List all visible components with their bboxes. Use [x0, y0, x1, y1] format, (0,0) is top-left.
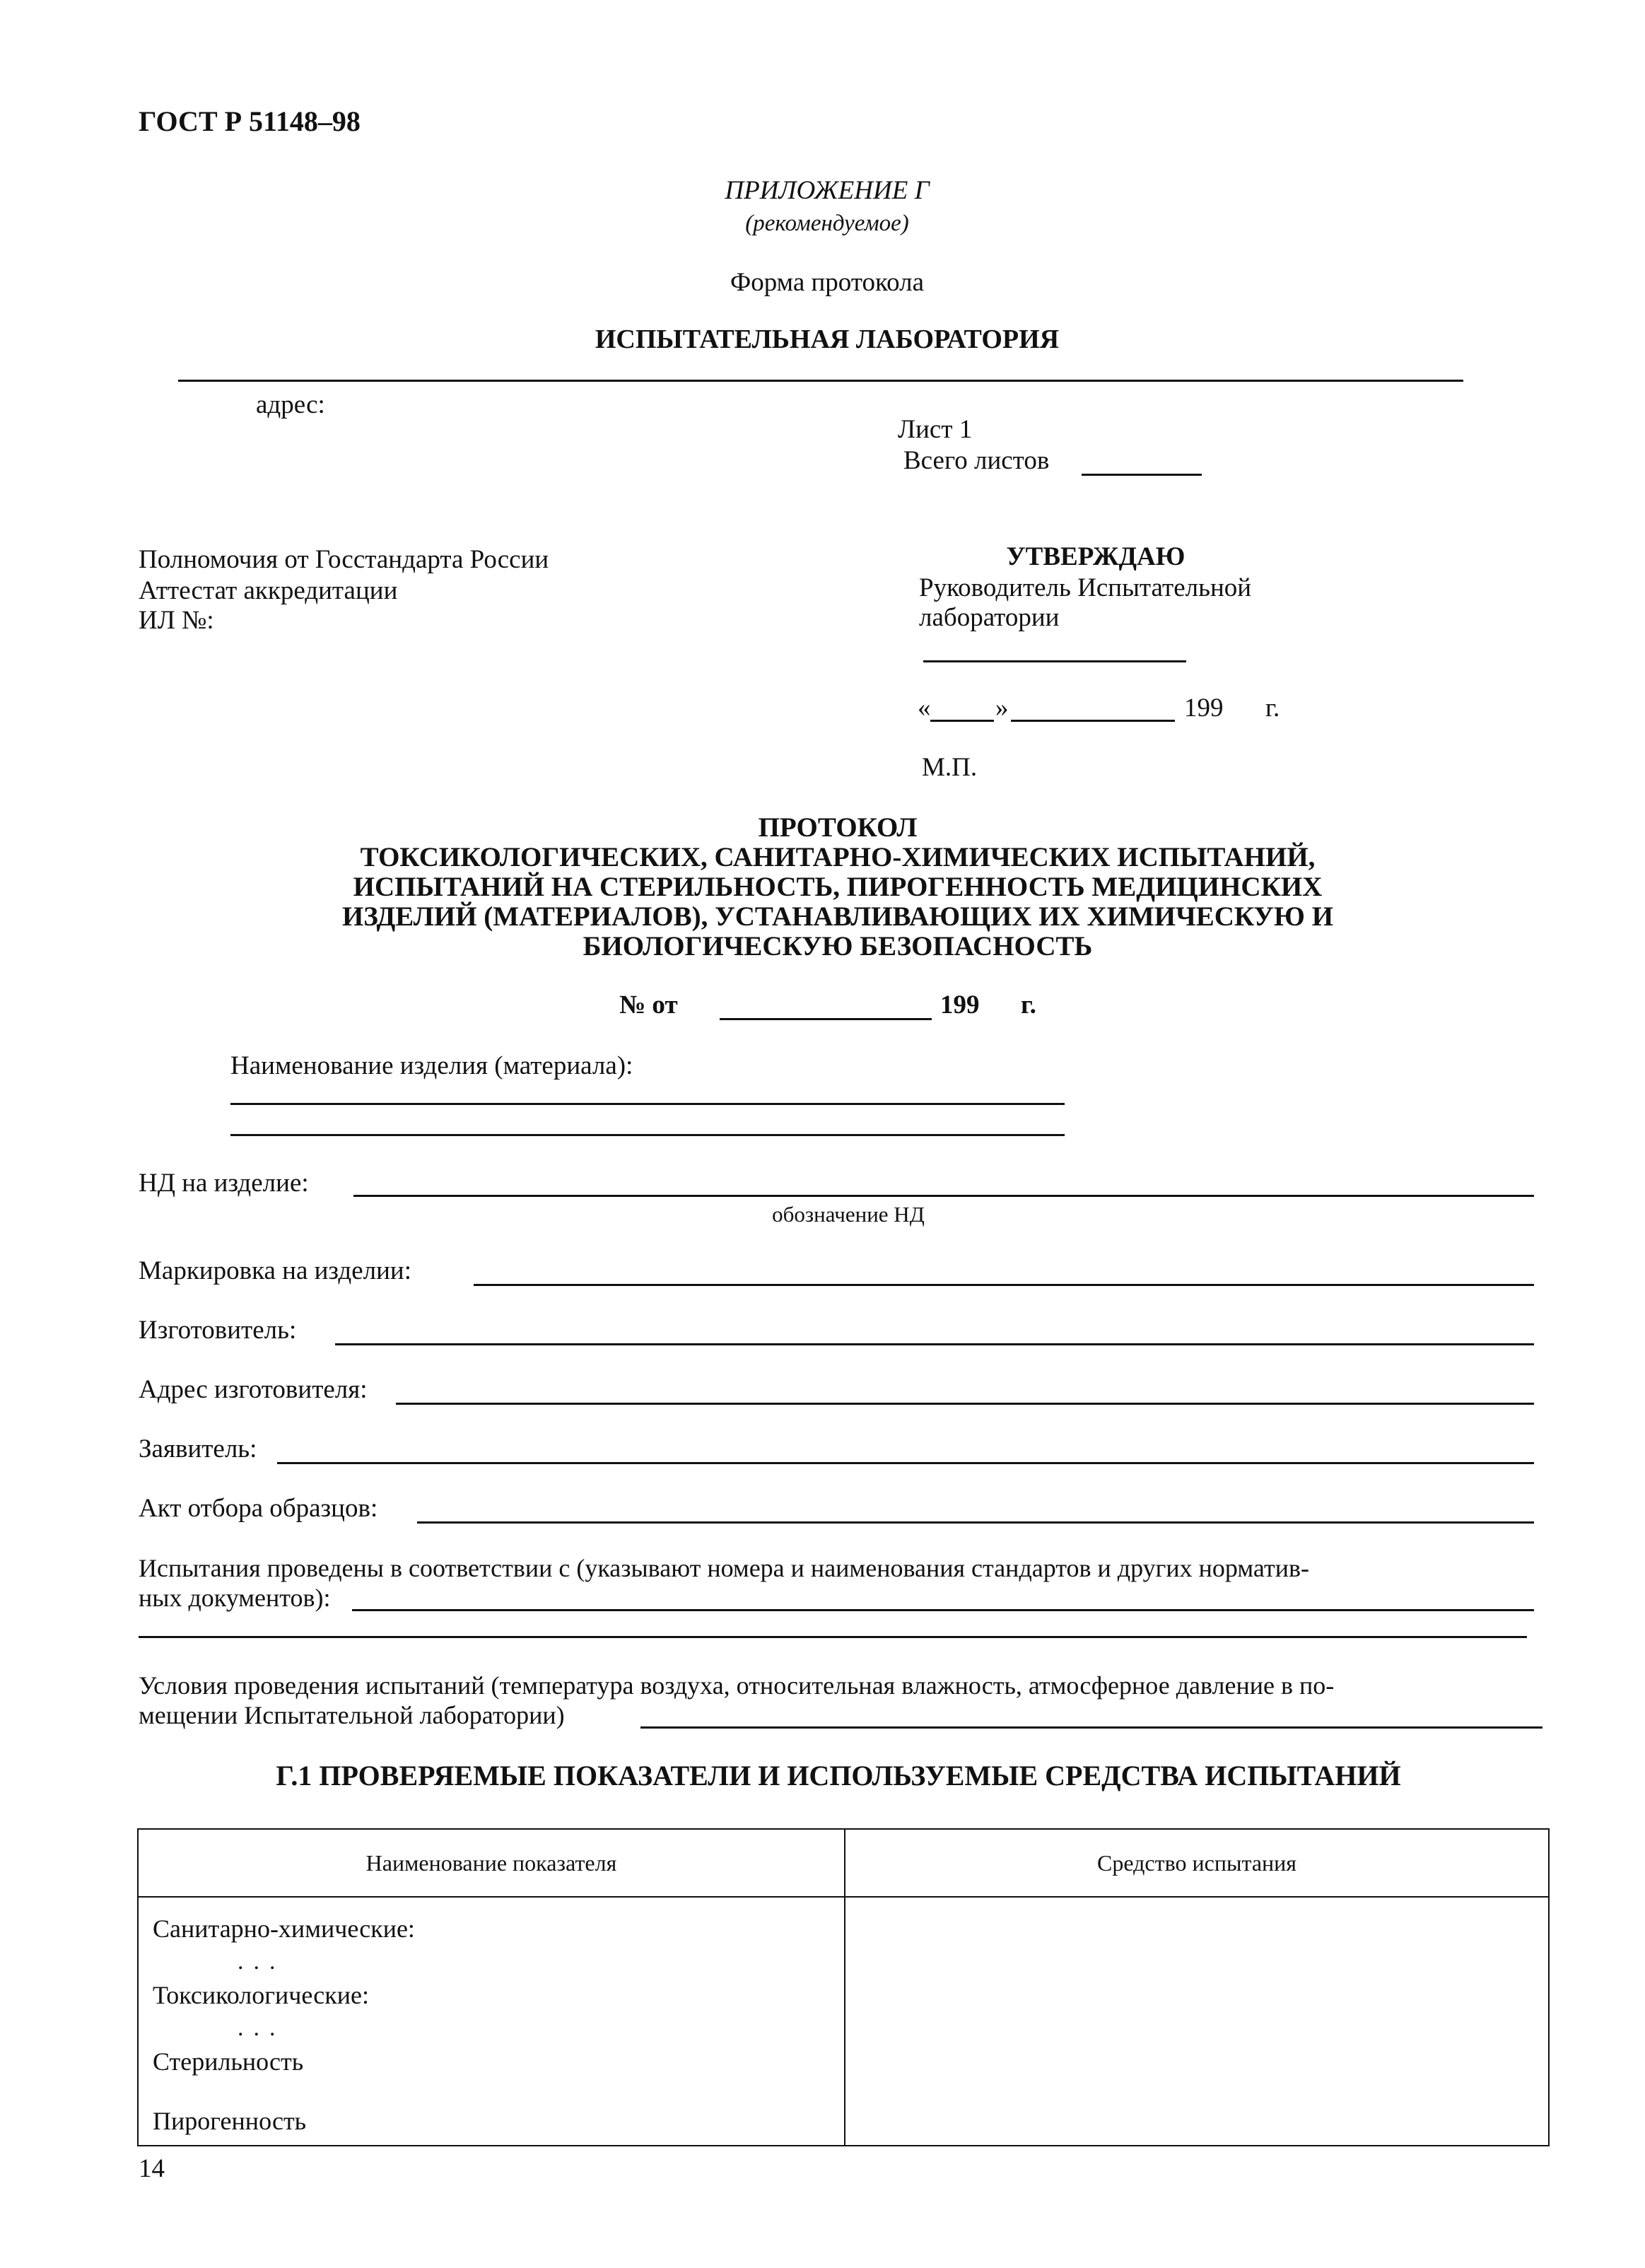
- signature-line: [923, 660, 1186, 662]
- date-month-line: [1011, 720, 1175, 722]
- protocol-line-5: БИОЛОГИЧЕСКУЮ БЕЗОПАСНОСТЬ: [583, 931, 1093, 961]
- indicator-toxic: Токсикологические:: [153, 1981, 369, 2009]
- conditions-line-2: мещении Испытательной лаборатории): [139, 1701, 565, 1729]
- manufacturer-label: Изготовитель:: [139, 1316, 297, 1345]
- tests-line-1: Испытания проведены в соответствии с (указывают номера и наименования стандартов и других норматив-: [139, 1554, 1309, 1582]
- product-name-line-2: [230, 1134, 1065, 1136]
- table-cell-indicators: [138, 1897, 845, 2146]
- nd-caption: обозначение НД: [772, 1202, 925, 1227]
- product-name-line-1: [230, 1103, 1065, 1105]
- address-label: адрес:: [256, 390, 325, 419]
- date-day-line: [930, 720, 994, 722]
- date-quote-open: «: [918, 694, 931, 723]
- date-quote-close: »: [995, 694, 1009, 723]
- tests-line-2: ных документов):: [139, 1584, 331, 1612]
- indicator-sterility: Стерильность: [153, 2047, 304, 2076]
- approval-title: УТВЕРЖДАЮ: [1006, 542, 1186, 571]
- indicator-dots-2: ...: [238, 2015, 286, 2041]
- appendix-status: (рекомендуемое): [745, 211, 909, 236]
- standard-code: ГОСТ Р 51148–98: [139, 105, 361, 137]
- total-sheets-label: Всего листов: [903, 446, 1050, 475]
- authority-line-3: ИЛ №:: [139, 606, 214, 635]
- tests-line-extra: [139, 1636, 1527, 1638]
- section-title: Г.1 ПРОВЕРЯЕМЫЕ ПОКАЗАТЕЛИ И ИСПОЛЬЗУЕМЫЕ СРЕДСТВА ИСПЫТАНИЙ: [276, 1760, 1401, 1791]
- total-sheets-line: [1082, 474, 1202, 476]
- approval-line-2: лаборатории: [919, 603, 1060, 632]
- lab-name-line: [178, 380, 1463, 382]
- table-header-indicator: Наименование показателя: [138, 1829, 845, 1897]
- authority-line-2: Аттестат аккредитации: [139, 576, 398, 605]
- manufacturer-line: [335, 1343, 1534, 1345]
- sheet-label: Лист 1: [898, 415, 973, 444]
- applicant-label: Заявитель:: [139, 1434, 257, 1463]
- table-cell-means: [845, 1897, 1549, 2146]
- manufacturer-address-line: [396, 1403, 1534, 1405]
- manufacturer-address-label: Адрес изготовителя:: [139, 1375, 368, 1404]
- protocol-year-suffix: г.: [1021, 990, 1036, 1019]
- protocol-line-4: ИЗДЕЛИЙ (МАТЕРИАЛОВ), УСТАНАВЛИВАЮЩИХ ИХ ХИМИЧЕСКУЮ И: [341, 901, 1334, 932]
- marking-label: Маркировка на изделии:: [139, 1256, 411, 1285]
- form-title: Форма протокола: [730, 268, 924, 297]
- indicator-sanitary: Санитарно-химические:: [153, 1915, 415, 1943]
- protocol-line-2: ТОКСИКОЛОГИЧЕСКИХ, САНИТАРНО-ХИМИЧЕСКИХ ИСПЫТАНИЙ,: [360, 842, 1316, 872]
- nd-label: НД на изделие:: [139, 1169, 309, 1198]
- indicator-pyrogen: Пирогенность: [153, 2107, 307, 2135]
- authority-line-1: Полномочия от Госстандарта России: [139, 545, 549, 574]
- table-header-means: Средство испытания: [845, 1829, 1549, 1897]
- appendix-title: ПРИЛОЖЕНИЕ Г: [725, 176, 930, 205]
- protocol-line-3: ИСПЫТАНИЙ НА СТЕРИЛЬНОСТЬ, ПИРОГЕННОСТЬ МЕДИЦИНСКИХ: [353, 872, 1323, 902]
- protocol-year: 199: [940, 990, 980, 1019]
- conditions-line-1: Условия проведения испытаний (температура воздуха, относительная влажность, атмосферное давление в по-: [139, 1671, 1335, 1700]
- tests-line-fill: [352, 1609, 1534, 1611]
- approval-year: 199: [1184, 694, 1224, 723]
- indicators-table: [137, 1828, 1550, 2146]
- protocol-date-line: [720, 1018, 932, 1020]
- nd-line: [353, 1195, 1534, 1197]
- indicator-dots-1: ...: [238, 1948, 286, 1975]
- protocol-number-label: № от: [619, 990, 678, 1019]
- sampling-act-line: [417, 1521, 1534, 1524]
- page-number: 14: [139, 2154, 165, 2183]
- seal-mark: М.П.: [922, 753, 978, 782]
- protocol-line-1: ПРОТОКОЛ: [758, 812, 918, 843]
- marking-line: [474, 1284, 1534, 1286]
- conditions-line-fill: [640, 1726, 1542, 1729]
- approval-year-suffix: г.: [1265, 694, 1280, 723]
- approval-line-1: Руководитель Испытательной: [919, 573, 1252, 602]
- applicant-line: [277, 1462, 1534, 1464]
- product-name-label: Наименование изделия (материала):: [230, 1051, 633, 1080]
- lab-title: ИСПЫТАТЕЛЬНАЯ ЛАБОРАТОРИЯ: [595, 325, 1060, 354]
- sampling-act-label: Акт отбора образцов:: [139, 1494, 378, 1523]
